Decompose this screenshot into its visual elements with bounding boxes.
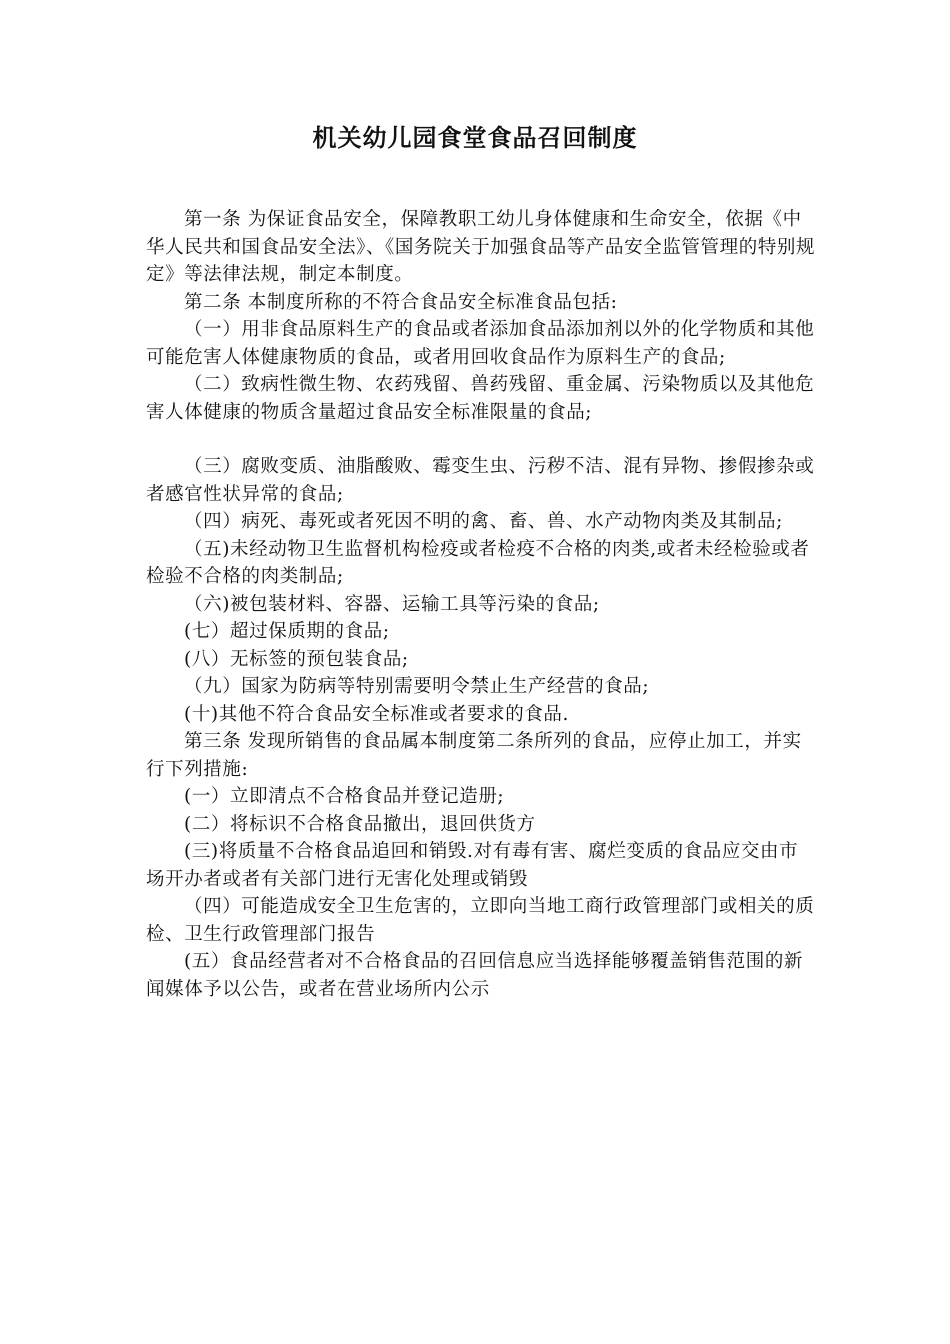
article-3: 第三条 发现所销售的食品属本制度第二条所列的食品，应停止加工，并实行下列措施: xyxy=(146,731,802,780)
article-2-item-10: (十)其他不符合食品安全标准或者要求的食品. xyxy=(184,703,570,725)
article-2-item-1: （一）用非食品原料生产的食品或者添加食品添加剂以外的化学物质和其他可能危害人体健康物质的食品，或者用回收食品作为原料生产的食品; xyxy=(146,319,815,368)
article-2-item-6: （六)被包装材料、容器、运输工具等污染的食品; xyxy=(184,593,600,615)
article-2-item-8: (八）无标签的预包装食品; xyxy=(184,648,409,670)
article-2-item-4: （四）病死、毒死或者死因不明的禽、畜、兽、水产动物肉类及其制品; xyxy=(184,511,783,532)
article-3-item-2: (二）将标识不合格食品撤出，退回供货方 xyxy=(184,813,536,835)
article-2-item-3: （三）腐败变质、油脂酸败、霉变生虫、污秽不洁、混有异物、掺假掺杂或者感官性状异常的食品; xyxy=(146,456,815,505)
article-2-item-9: （九）国家为防病等特别需要明令禁止生产经营的食品; xyxy=(184,676,650,697)
document-title: 机关幼儿园食堂食品召回制度 xyxy=(312,123,638,152)
article-3-item-3: (三)将质量不合格食品追回和销毁.对有毒有害、腐烂变质的食品应交由市场开办者或者有关部门进行无害化处理或销毁 xyxy=(146,841,799,890)
article-2: 第二条 本制度所称的不符合食品安全标准食品包括: xyxy=(184,291,618,313)
article-1: 第一条 为保证食品安全，保障教职工幼儿身体健康和生命安全，依据《中华人民共和国食品安全法》、《国务院关于加强食品等产品安全监管管理的特别规定》等法律法规，制定本制度。 xyxy=(146,209,816,285)
article-2-item-5: （五)未经动物卫生监督机构检疫或者检疫不合格的肉类,或者未经检验或者检验不合格的肉类制品; xyxy=(146,538,810,587)
article-2-item-2: （二）致病性微生物、农药残留、兽药残留、重金属、污染物质以及其他危害人体健康的物质含量超过食品安全标准限量的食品; xyxy=(146,374,815,423)
article-3-item-4: （四）可能造成安全卫生危害的，立即向当地工商行政管理部门或相关的质检、卫生行政管理部门报告 xyxy=(146,896,815,945)
article-3-item-1: (一）立即清点不合格食品并登记造册; xyxy=(184,786,505,807)
article-2-item-7: (七）超过保质期的食品; xyxy=(184,621,390,642)
article-3-item-5: (五）食品经营者对不合格食品的召回信息应当选择能够覆盖销售范围的新闻媒体予以公告，或者在营业场所内公示 xyxy=(146,951,804,1000)
document-body xyxy=(146,206,816,1003)
